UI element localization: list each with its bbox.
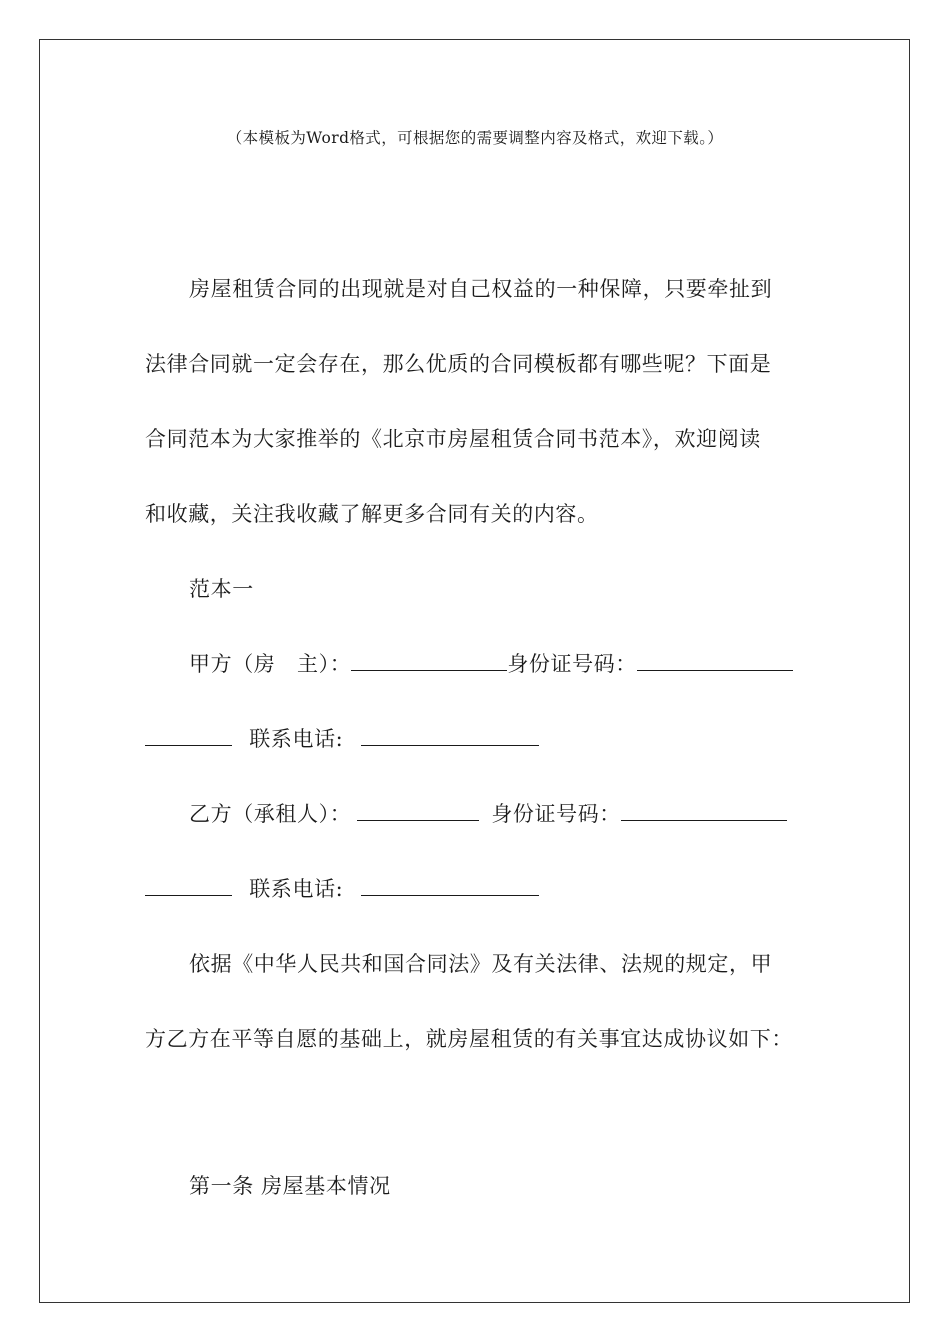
party-b-phone-blank[interactable] <box>361 876 539 896</box>
party-b-id-blank-cont[interactable] <box>145 876 232 896</box>
party-a-name-blank[interactable] <box>351 651 507 671</box>
template-note: （本模板为Word格式，可根据您的需要调整内容及格式，欢迎下载。） <box>226 129 724 147</box>
party-a-phone-blank[interactable] <box>361 726 539 746</box>
article-1-heading: 第一条 房屋基本情况 <box>189 1174 391 1198</box>
party-b-row <box>189 800 787 828</box>
party-a-contact-row <box>145 725 539 753</box>
party-b-name-blank[interactable] <box>357 801 479 821</box>
party-b-phone-label: 联系电话: <box>249 877 344 901</box>
party-b-contact-row <box>145 875 539 903</box>
intro-line-1: 房屋租赁合同的出现就是对自己权益的一种保障，只要牵扯到 <box>189 277 773 301</box>
sample-title: 范本一 <box>189 577 254 601</box>
party-a-id-label: 身份证号码： <box>507 652 637 676</box>
intro-line-2: 法律合同就一定会存在，那么优质的合同模板都有哪些呢？下面是 <box>145 352 772 376</box>
party-a-id-blank-cont[interactable] <box>145 726 232 746</box>
party-a-label: 甲方（房 主）： <box>189 652 352 676</box>
party-a-row <box>189 650 793 678</box>
party-b-label: 乙方（承租人）： <box>189 802 352 826</box>
basis-line-1: 依据《中华人民共和国合同法》及有关法律、法规的规定，甲 <box>189 952 773 976</box>
basis-line-2: 方乙方在平等自愿的基础上，就房屋租赁的有关事宜达成协议如下： <box>145 1027 793 1051</box>
intro-line-3: 合同范本为大家推举的《北京市房屋租赁合同书范本》，欢迎阅读 <box>145 427 761 451</box>
party-b-id-blank[interactable] <box>621 801 787 821</box>
party-b-id-label: 身份证号码： <box>491 802 621 826</box>
party-a-id-blank[interactable] <box>637 651 793 671</box>
party-a-phone-label: 联系电话: <box>249 727 344 751</box>
intro-line-4: 和收藏，关注我收藏了解更多合同有关的内容。 <box>145 502 599 526</box>
